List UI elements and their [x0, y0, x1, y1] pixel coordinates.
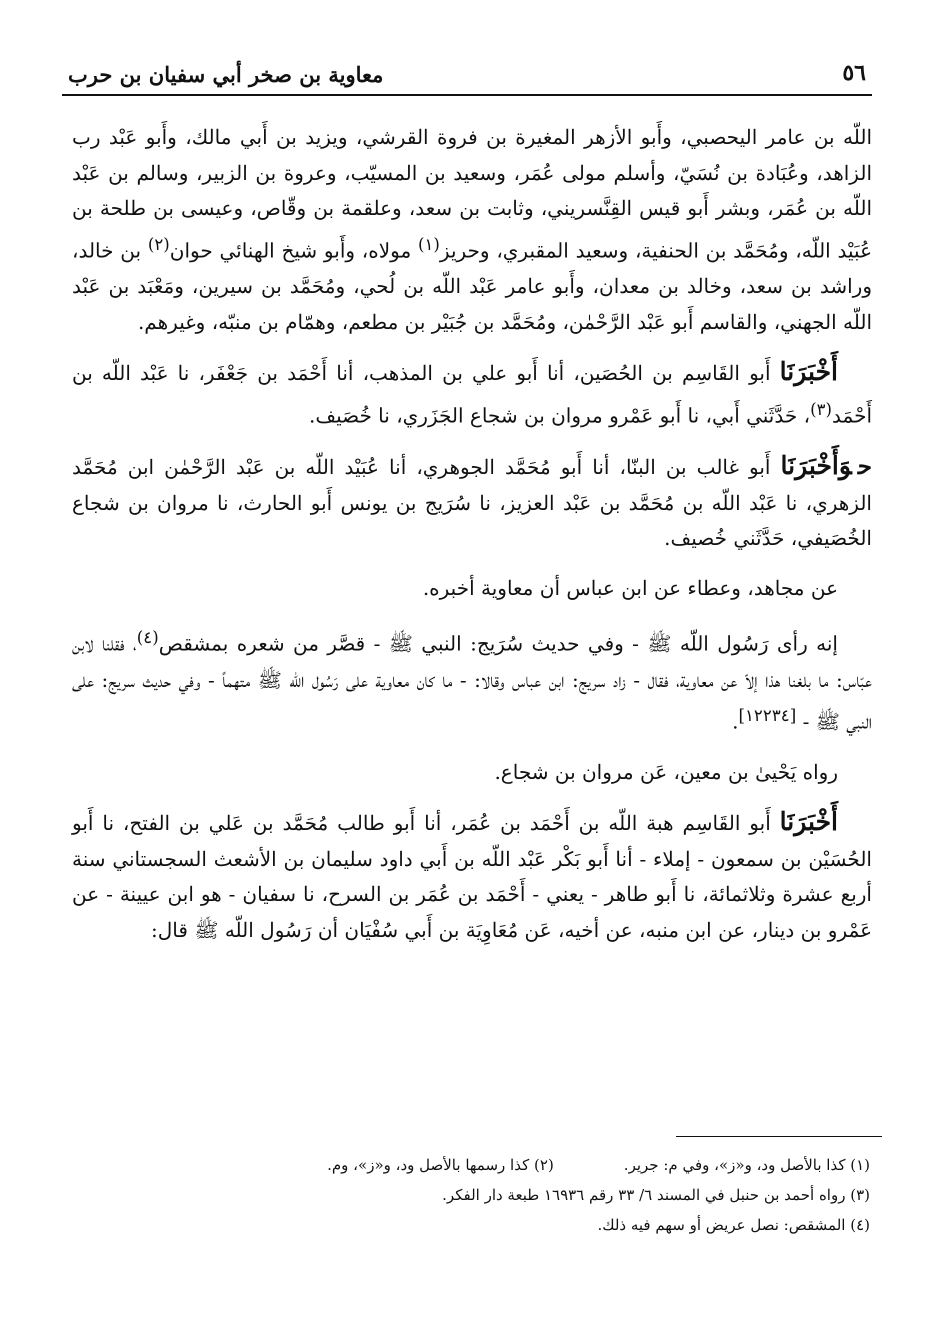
- paragraph-chain: [72, 571, 872, 607]
- footnote-2: (٢) كذا رسمها بالأصل ود، و«ز»، وم.: [327, 1156, 554, 1174]
- akhbarana-lead: وَأَخْبَرَنَا: [780, 451, 852, 481]
- paragraph-text: بن خالد، وراشد بن سعد، وخالد بن معدان، وأَبو عامر عَبْد اللّه بن لُحي، ومُحَمَّد بن سيرين، ومَعْبَد بن عَبْد اللّه الجهني، والقاسم أَبو عَبْد الرَّحْمٰن، ومُحَمَّد بن جُبَيْر بن مطعم، وهمّام بن منبّه، وغيرهم.: [72, 238, 872, 334]
- paragraph-narrators: [72, 120, 872, 340]
- paragraph-text: أَبو القَاسِم بن الحُصَين، أنا أَبو علي بن المذهب، أنا أَحْمَد بن جَعْفَر، نا عَبْد اللّه بن أَحْمَد: [72, 361, 872, 428]
- footnote-ref-3[interactable]: (٣): [810, 399, 833, 419]
- paragraph-text: ، حَدَّثَني أَبي، نا أَبو عَمْرو مروان بن شجاع الجَزَري، نا خُصَيف.: [309, 403, 811, 428]
- page-number: ٥٦: [842, 60, 866, 86]
- paragraph-end: .: [732, 709, 739, 734]
- paragraph-isnad-2: [72, 448, 872, 557]
- footnote-1: (١) كذا بالأصل ود، و«ز»، وفي م: جرير.: [623, 1156, 870, 1174]
- footnote-3: (٣) رواه أحمد بن حنبل في المسند ٦/ ٣٣ رقم ١٦٩٣٦ طبعة دار الفكر.: [442, 1186, 870, 1204]
- footnote-ref-2[interactable]: (٢): [147, 234, 170, 254]
- hadith-number: [١٢٢٣٤]: [738, 706, 797, 726]
- footnote-line: [150, 1150, 870, 1180]
- paragraph-text: أَبو القَاسِم هبة اللّه بن أَحْمَد بن عُمَر، أنا أَبو طالب مُحَمَّد بن عَلي بن الفتح، نا أَبو الحُسَيْن بن سمعون - إملاء - أنا أَبو بَكْر عَبْد اللّه بن أَبي داود سليمان بن الأشعث السجستاني سنة أربع عشرة وثلاثمائة، نا أَبو طاهر - يعني - أَحْمَد بن عُمَر بن السرح، نا سفيان - هو ابن عيينة - عن عَمْرو بن دينار، عن ابن منبه، عن أخيه، عَن مُعَاوِيَة بن أَبي سُفْيَان أن رَسُول اللّه ﷺ قال:: [72, 811, 872, 942]
- paragraph-riwaya: [72, 755, 872, 791]
- running-title: معاوية بن صخر أبي سفيان بن حرب: [68, 62, 384, 87]
- footnote-divider: [676, 1136, 882, 1137]
- paragraph-text: مولاه، وأَبو شيخ الهنائي حوان: [169, 238, 418, 263]
- paragraph-text: ، فقلنا لابن عبّاس: ما بلغنا هذا إلاّ عن معاوية، فقال - زاد سريج: ابن عباس وقالا: - ما كان معاوية على رَسُول اللّه ﷺ متهماً - وفي حديث سريج: على النبي ﷺ -: [72, 632, 872, 734]
- paragraph-isnad-1: [72, 354, 872, 434]
- page-header: [62, 50, 872, 96]
- main-text: [72, 120, 872, 963]
- paragraph-text: عن مجاهد، وعطاء عن ابن عباس أن معاوية أخبره.: [422, 575, 838, 600]
- paragraph-isnad-3: [72, 804, 872, 948]
- footnote-4: (٤) المشقص: نصل عريض أو سهم فيه ذلك.: [597, 1216, 870, 1234]
- paragraph-text: إنه رأى رَسُول اللّه ﷺ - وفي حديث سُرَيج: النبي ﷺ - قصَّر من شعره بمشقص: [158, 632, 838, 657]
- footnote-ref-1[interactable]: (١): [417, 234, 440, 254]
- footnotes: [150, 1150, 870, 1240]
- akhbarana-lead: أَخْبَرَنَا: [779, 807, 838, 837]
- paragraph-text: اللّه بن عامر اليحصبي، وأَبو الأزهر المغيرة بن فروة القرشي، ويزيد بن أَبي مالك، وأَبو عَبْد رب الزاهد، وعُبَادة بن نُسَيّ، وأسلم مولى عُمَر، وسعيد بن المسيّب، وعروة بن الزبير، وسالم بن عَبْد اللّه بن عُمَر، وبشر أَبو قيس القِنَّسريني، وثابت بن سعد، وعلقمة بن وقّاص، وعيسى بن طلحة بن عُبَيْد اللّه، ومُحَمَّد بن الحنفية، وسعيد المقبري، وحريز: [72, 125, 872, 263]
- paragraph-text: أَبو غالب بن البنّا، أنا أَبو مُحَمَّد الجوهري، أنا عُبَيْد اللّه بن عَبْد الرَّحْمٰن ابن مُحَمَّد الزهري، نا عَبْد اللّه بن مُحَمَّد بن عَبْد العزيز، نا سُرَيج بن يونس أَبو الحارث، نا مروان بن شجاع الخُصَيفي، حَدَّثَني خُصيف.: [72, 455, 872, 551]
- footnote-ref-4[interactable]: (٤): [136, 628, 159, 648]
- ha-marker: ح: [857, 453, 872, 481]
- akhbarana-lead: أَخْبَرَنَا: [779, 357, 838, 387]
- paragraph-hadith: [72, 620, 872, 740]
- paragraph-text: رواه يَحْيىٰ بن معين، عَن مروان بن شجاع.: [494, 759, 838, 784]
